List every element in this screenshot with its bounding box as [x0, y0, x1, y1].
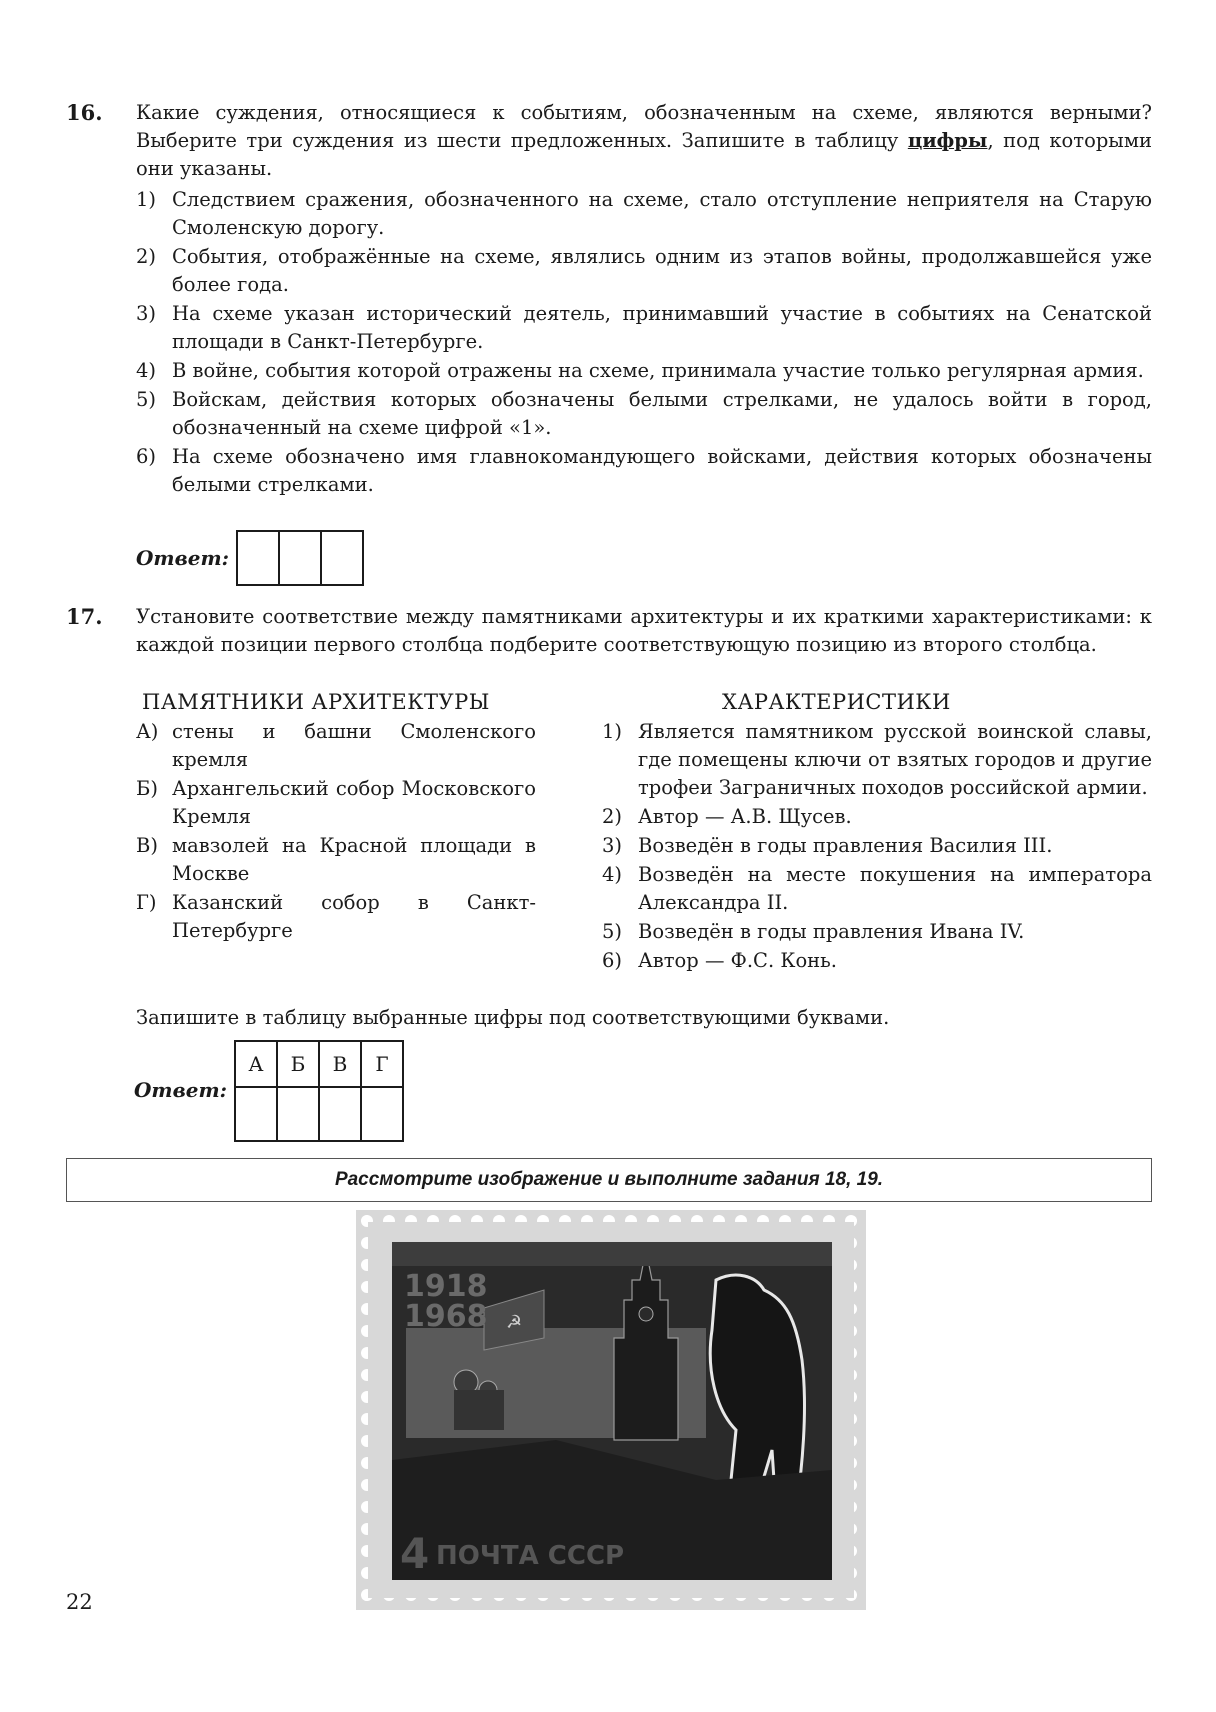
question-16-text-before: Какие суждения, относящиеся к событиям, обозначенным на схеме, являются верными? Выберите три суждения из шести предложенных. Запишите в таблицу: [136, 101, 1152, 152]
question-16-option: [136, 243, 1152, 299]
question-16-option: [136, 443, 1152, 499]
stamp-value: 4: [400, 1529, 430, 1578]
item-text: Казанский собор в Санкт-Петербурге: [172, 891, 536, 942]
answer-cell[interactable]: [322, 532, 362, 584]
item-number: 3): [602, 834, 623, 857]
item-text: мавзолей на Красной площади в Москве: [172, 834, 536, 885]
cathedral-body: [454, 1390, 504, 1430]
item-text: Возведён в годы правления Ивана IV.: [638, 920, 1025, 943]
characteristic-item: [602, 832, 1152, 860]
characteristic-item: [602, 918, 1152, 946]
item-number: 1): [602, 720, 623, 743]
stamp-top-band: [392, 1242, 832, 1266]
answer-letter-b: Б: [277, 1041, 319, 1087]
stamp-perforation-right: [854, 1210, 866, 1610]
item-letter: Б): [136, 777, 158, 800]
option-text: События, отображённые на схеме, являлись одним из этапов войны, продолжавшейся уже более года.: [172, 245, 1152, 296]
option-number: 2): [136, 245, 157, 268]
item-text: стены и башни Смоленского кремля: [172, 720, 536, 771]
hammer-sickle-icon: ☭: [506, 1312, 523, 1333]
option-number: 3): [136, 302, 157, 325]
item-number: 6): [602, 949, 623, 972]
question-16-options: [136, 186, 1152, 500]
monument-item: [136, 832, 536, 888]
stamp-year-bottom: 1968: [404, 1299, 488, 1334]
postage-stamp: [356, 1210, 866, 1610]
option-number: 4): [136, 359, 157, 382]
question-16-option: [136, 186, 1152, 242]
option-text: На схеме указан исторический деятель, принимавший участие в событиях на Сенатской площади в Санкт-Петербурге.: [172, 302, 1152, 353]
stamp-perforation-top: [356, 1210, 866, 1222]
answer-letter-a: А: [235, 1041, 277, 1087]
left-column-header: ПАМЯТНИКИ АРХИТЕКТУРЫ: [142, 690, 490, 714]
item-letter: Г): [136, 891, 157, 914]
question-16-answer-label: Ответ:: [136, 546, 229, 570]
tower-clock-icon: [639, 1307, 653, 1321]
monuments-list: [136, 718, 536, 946]
characteristics-list: [602, 718, 1152, 976]
question-17-answer-label: Ответ:: [134, 1078, 227, 1102]
item-letter: А): [136, 720, 159, 743]
right-column-header: ХАРАКТЕРИСТИКИ: [722, 690, 951, 714]
question-17-answer-table: [234, 1040, 404, 1142]
question-16-text-after: , под которыми они указаны.: [136, 129, 1152, 180]
monument-item: [136, 775, 536, 831]
question-16-option: [136, 357, 1152, 385]
answer-cell[interactable]: [235, 1087, 277, 1141]
answer-cell[interactable]: [361, 1087, 403, 1141]
question-16-answer-box: [236, 530, 364, 586]
item-text: Автор — А.В. Щусев.: [638, 805, 852, 828]
page-number: 22: [66, 1590, 93, 1614]
question-16-text: [136, 99, 1152, 183]
answer-cell[interactable]: [277, 1087, 319, 1141]
monument-item: [136, 889, 536, 945]
stamp-year-top: 1918: [404, 1269, 488, 1304]
item-text: Возведён на месте покушения на императора Александра II.: [638, 863, 1152, 914]
option-text: На схеме обозначено имя главнокомандующего войсками, действия которых обозначены белыми стрелками.: [172, 445, 1152, 496]
question-16-option: [136, 386, 1152, 442]
instruction-banner: Рассмотрите изображение и выполните задания 18, 19.: [66, 1158, 1152, 1202]
answer-letter-g: Г: [361, 1041, 403, 1087]
answer-cell[interactable]: [238, 532, 280, 584]
stamp-perforation-bottom: [356, 1598, 866, 1610]
stamp-country: ПОЧТА СССР: [436, 1541, 625, 1571]
item-letter: В): [136, 834, 158, 857]
option-number: 1): [136, 188, 157, 211]
characteristic-item: [602, 947, 1152, 975]
option-number: 6): [136, 445, 157, 468]
answer-cell[interactable]: [280, 532, 322, 584]
characteristic-item: [602, 861, 1152, 917]
option-text: Следствием сражения, обозначенного на схеме, стало отступление неприятеля на Старую Смоленскую дорогу.: [172, 188, 1152, 239]
characteristic-item: [602, 718, 1152, 802]
option-number: 5): [136, 388, 157, 411]
answer-cell[interactable]: [319, 1087, 361, 1141]
characteristic-item: [602, 803, 1152, 831]
answer-letter-v: В: [319, 1041, 361, 1087]
item-text: Возведён в годы правления Василия III.: [638, 834, 1053, 857]
item-number: 2): [602, 805, 623, 828]
option-text: В войне, события которой отражены на схеме, принимала участие только регулярная армия.: [172, 359, 1144, 382]
question-17-instruction: Запишите в таблицу выбранные цифры под соответствующими буквами.: [136, 1006, 890, 1029]
question-16-option: [136, 300, 1152, 356]
monument-item: [136, 718, 536, 774]
item-text: Архангельский собор Московского Кремля: [172, 777, 536, 828]
item-text: Автор — Ф.С. Конь.: [638, 949, 837, 972]
item-number: 4): [602, 863, 623, 886]
item-text: Является памятником русской воинской славы, где помещены ключи от взятых городов и другие трофеи Заграничных походов российской армии.: [638, 720, 1152, 799]
stamp-perforation-left: [356, 1210, 368, 1610]
question-16-number: 16.: [66, 100, 103, 125]
question-16-emphasis: цифры: [907, 129, 988, 152]
item-number: 5): [602, 920, 623, 943]
question-17-number: 17.: [66, 604, 103, 629]
question-17-text: Установите соответствие между памятниками архитектуры и их краткими характеристиками: к каждой позиции первого столбца подберите соответствующую позицию из второго столбца.: [136, 605, 1152, 656]
option-text: Войскам, действия которых обозначены белыми стрелками, не удалось войти в город, обозначенный на схеме цифрой «1».: [172, 388, 1152, 439]
